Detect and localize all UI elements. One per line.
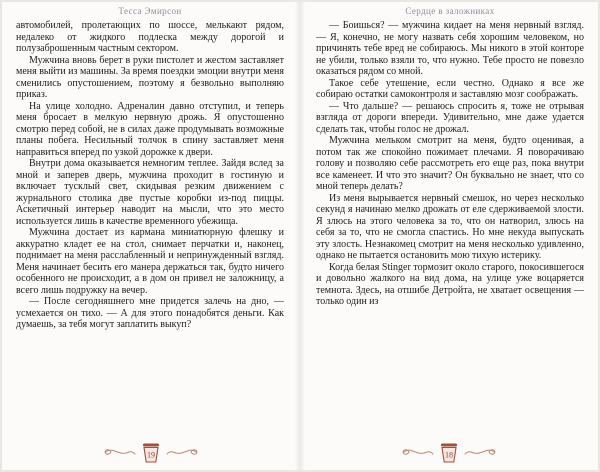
- paragraph: Мужчина вновь берет в руки пистолет и жестом заставляет меня выйти из машины. За время поездки эмоции внутри меня сменились опустошением, поэтому я безвольно выполняю приказ.: [16, 54, 284, 100]
- page-number: 19: [147, 450, 155, 460]
- page-right-text: [316, 20, 584, 308]
- paragraph: Внутри дома оказывается немногим теплее. Зайдя вслед за мной и заперев дверь, мужчина проходит в гостиную и включает тусклый свет, скидывая резким движением с журнального столика две пустые коробки из-под пиццы. Аскетичный интерьер наводит на мысли, что это место используется лишь в качестве временного убежища.: [16, 158, 284, 227]
- page-left-footer: [103, 439, 199, 465]
- paragraph: На улице холодно. Адреналин давно отступил, и теперь меня бросает в мелкую нервную дрожь. Я опустошенно смотрю перед собой, не в силах даже продумывать возможные планы побега. Несильный толчок в спину заставляет меня направиться вперед по узкой дорожке к двери.: [16, 100, 284, 158]
- paragraph: Такое себе утешение, если честно. Однако я все же собираю остатки самоконтроля и заставляю мозг соображать.: [316, 77, 584, 100]
- page-number: 18: [445, 450, 453, 460]
- page-left-text: [16, 20, 284, 331]
- paragraph: Когда белая Stinger тормозит около старого, покосившегося и довольно жалкого на вид дома, на улице уже воцаряется темнота. Здесь, на отшибе Детройта, не хватает освещения — только один из: [316, 261, 584, 307]
- running-header-title: Сердце в заложниках: [405, 6, 495, 16]
- page-number-ornament: [103, 439, 199, 465]
- paragraph: Мужчина достает из кармана миниатюрную флешку и аккуратно кладет ее на стол, снимает перчатки и, наконец, поднимает на меня расслабленный и непринужденный взгляд. Меня начинает бесить его манера держаться так, будто ничего особенного не происходит, а в дом он привел не заложницу, а всего лишь подружку на вечер.: [16, 227, 284, 296]
- page-right-footer: [401, 439, 497, 465]
- page-number-ornament: [401, 439, 497, 465]
- running-header-author: Тесса Эмирсон: [118, 6, 182, 16]
- page-right[interactable]: [300, 2, 598, 470]
- paragraph: — После сегодняшнего мне придется залечь на дно, — усмехается он тихо. — А для этого понадобятся деньги. Как думаешь, за тебя могут заплатить выкуп?: [16, 296, 284, 330]
- paragraph: Мужчина мельком смотрит на меня, будто оценивая, а потом так же спокойно пожимает плечами. Я поворачиваю голову и позволяю себе рассмотреть его еще раз, пока внутри все каменеет. И что это значит? Он буквально не знает, что со мной теперь делать?: [316, 135, 584, 192]
- paragraph: автомобилей, пролетающих по шоссе, мелькают рядом, недалеко от жидкого подлеска между дорогой и полузаброшенным частным сектором.: [16, 20, 284, 54]
- book-spread: [2, 2, 598, 470]
- paragraph: Из меня вырывается нервный смешок, но через несколько секунд я начинаю мелко дрожать от еле сдерживаемой злости. Я злюсь на этого человека за то, что он натворил, злюсь на себя за то, что не смогла спастись. Но мне некуда выпускать эту злость. Незнакомец смотрит на меня несколько удивленно, однако не пытается остановить мою тихую истерику.: [316, 192, 584, 261]
- paragraph: — Боишься? — мужчина кидает на меня нервный взгляд. — Я, конечно, не могу назвать себя хорошим человеком, но причинять тебе вред не собираюсь. Мы никого в этой конторе не убили, только взяли то, что нужно. Тебе просто не повезло оказаться рядом со мной.: [316, 20, 584, 77]
- page-left[interactable]: [2, 2, 300, 470]
- paragraph: — Что дальше? — решаюсь спросить я, тоже не отрывая взгляда от дороги впереди. Удивительно, мне даже удается сделать так, чтобы голос не дрожал.: [316, 100, 584, 135]
